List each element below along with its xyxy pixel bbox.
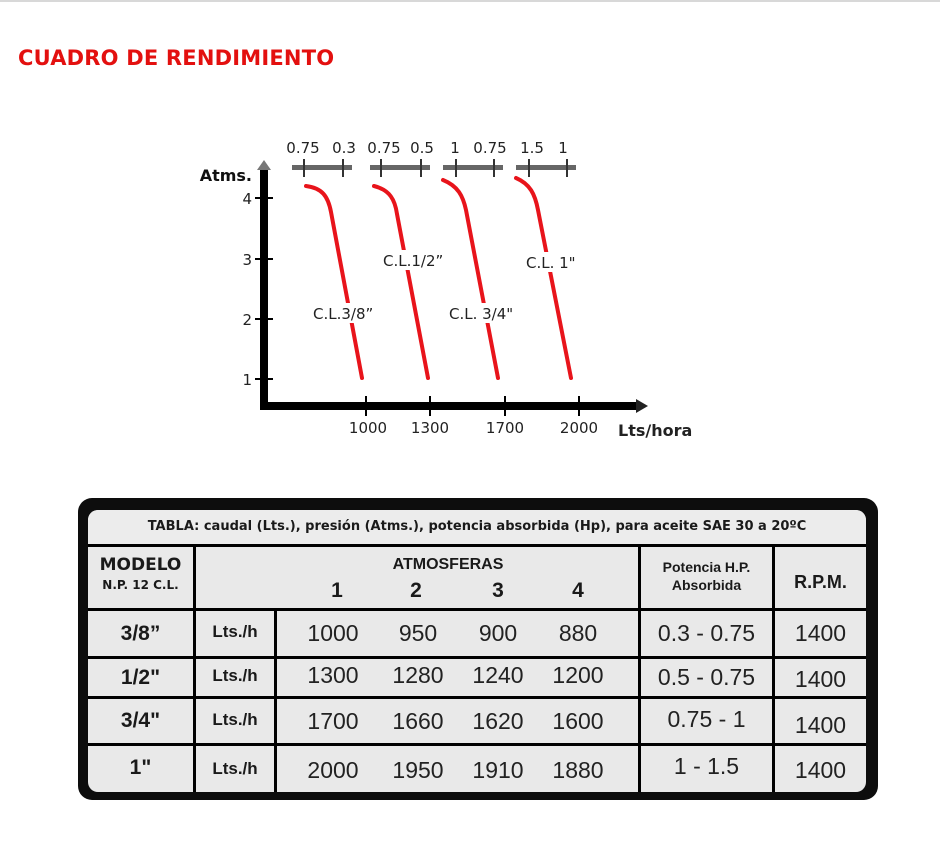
hp-scale-38-a: 0.75 bbox=[286, 139, 320, 157]
curve-cl-1 bbox=[516, 178, 571, 378]
row-1-2-model: 1/2" bbox=[120, 665, 161, 689]
row-divider bbox=[88, 544, 866, 547]
row-3-4-atm-2: 1660 bbox=[392, 707, 444, 734]
hp-scale-38-b: 0.3 bbox=[332, 139, 356, 157]
x-axis bbox=[260, 402, 638, 410]
row-1-atm-1: 2000 bbox=[307, 756, 359, 783]
row-1-rpm: 1400 bbox=[794, 756, 847, 783]
row-1-2-atm-3: 1240 bbox=[472, 662, 524, 688]
row-1-atm-3: 1910 bbox=[472, 756, 524, 783]
table-grid bbox=[88, 544, 866, 792]
row-1-2-rpm: 1400 bbox=[794, 666, 847, 692]
curve-cl-3-8 bbox=[306, 186, 362, 378]
y-axis bbox=[260, 170, 268, 410]
x-tick-1300: 1300 bbox=[410, 419, 450, 437]
x-tick-2000: 2000 bbox=[559, 419, 599, 437]
row-1-2-atm-4: 1200 bbox=[552, 662, 604, 688]
header-model-sub: N.P. 12 C.L. bbox=[102, 578, 179, 592]
curve-label-1-2: C.L.1/2” bbox=[383, 252, 444, 270]
header-rpm: R.P.M. bbox=[794, 571, 847, 592]
row-3-4-model: 3/4" bbox=[120, 709, 161, 732]
row-3-8-atm-4: 880 bbox=[558, 620, 598, 646]
hp-scale-1-b: 1 bbox=[558, 139, 568, 157]
row-3-4-rpm: 1400 bbox=[794, 711, 847, 738]
curve-label-3-4: C.L. 3/4" bbox=[449, 305, 514, 323]
row-3-8-atm-2: 950 bbox=[398, 620, 438, 646]
row-1-2-atm-2: 1280 bbox=[392, 662, 444, 688]
y-tick-2: 2 bbox=[242, 311, 252, 329]
table-caption: TABLA: caudal (Lts.), presión (Atms.), potencia absorbida (Hp), para aceite SAE 30 a 20ºC bbox=[88, 510, 866, 544]
curve-label-3-8: C.L.3/8” bbox=[313, 305, 374, 323]
performance-table bbox=[88, 510, 866, 792]
hp-scale-12-a: 0.75 bbox=[367, 139, 401, 157]
row-1-atm-4: 1880 bbox=[552, 756, 604, 783]
row-1-atm-2: 1950 bbox=[392, 756, 444, 783]
header-atm-3: 3 bbox=[492, 579, 504, 602]
row-3-8-hp: 0.3 - 0.75 bbox=[657, 620, 756, 646]
row-1-model: 1" bbox=[129, 756, 152, 779]
row-1-hp: 1 - 1.5 bbox=[673, 752, 740, 779]
row-1-2-unit: Lts./h bbox=[212, 665, 258, 685]
row-3-8-model: 3/8” bbox=[120, 621, 161, 645]
hp-scale-1-a: 1.5 bbox=[520, 139, 544, 157]
page-title: CUADRO DE RENDIMIENTO bbox=[18, 46, 335, 70]
col-divider bbox=[274, 608, 277, 792]
row-3-4-atm-1: 1700 bbox=[307, 707, 359, 734]
y-axis-arrow-icon bbox=[257, 160, 271, 170]
row-3-8-unit: Lts./h bbox=[212, 622, 258, 641]
curve-cl-1-2 bbox=[374, 186, 428, 378]
row-1-unit: Lts./h bbox=[212, 759, 258, 778]
row-3-4-unit: Lts./h bbox=[212, 710, 258, 729]
row-3-8-rpm: 1400 bbox=[794, 620, 847, 646]
row-3-8-atm-3: 900 bbox=[478, 620, 518, 646]
hp-scale-12-b: 0.5 bbox=[410, 139, 434, 157]
hp-scale-bars bbox=[292, 159, 576, 177]
y-tick-4: 4 bbox=[242, 190, 252, 208]
header-potencia-1: Potencia H.P. bbox=[662, 558, 751, 575]
header-atmosferas: ATMOSFERAS bbox=[392, 556, 504, 573]
row-1-2-atm-1: 1300 bbox=[307, 662, 359, 688]
row-3-4-atm-4: 1600 bbox=[552, 707, 604, 734]
x-tick-1700: 1700 bbox=[485, 419, 525, 437]
row-3-4-hp: 0.75 - 1 bbox=[667, 705, 746, 732]
curve-cl-3-4 bbox=[443, 180, 498, 378]
header-atm-1: 1 bbox=[331, 579, 343, 602]
header-atm-4: 4 bbox=[572, 579, 584, 602]
header-potencia-2: Absorbida bbox=[671, 576, 742, 593]
header-atm-2: 2 bbox=[410, 579, 422, 602]
row-3-4-atm-3: 1620 bbox=[472, 707, 524, 734]
row-1-2-hp: 0.5 - 0.75 bbox=[657, 664, 756, 690]
x-axis-arrow-icon bbox=[636, 399, 648, 413]
y-axis-label: Atms. bbox=[199, 166, 252, 185]
curve-label-1: C.L. 1" bbox=[526, 254, 576, 272]
y-tick-1: 1 bbox=[242, 371, 252, 389]
row-3-8-atm-1: 1000 bbox=[307, 620, 359, 646]
hp-scale-34-a: 1 bbox=[450, 139, 460, 157]
header-model: MODELO bbox=[99, 555, 182, 575]
x-axis-label: Lts/hora bbox=[618, 421, 693, 440]
x-tick-1000: 1000 bbox=[348, 419, 388, 437]
hp-scale-34-b: 0.75 bbox=[473, 139, 507, 157]
y-tick-3: 3 bbox=[242, 251, 252, 269]
